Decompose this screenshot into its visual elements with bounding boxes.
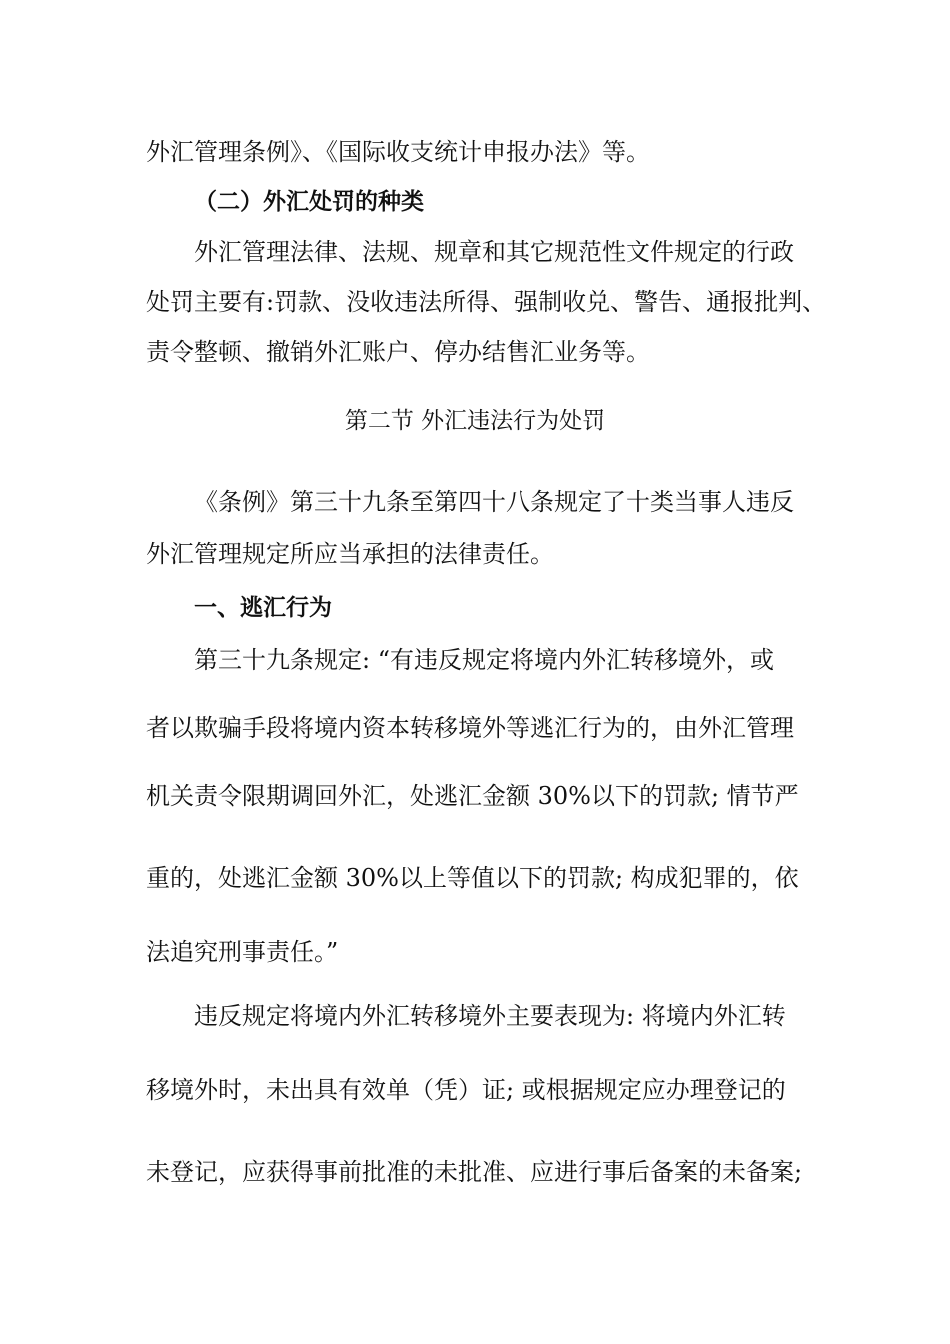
- paragraph-line: 未登记，应获得事前批准的未批准、应进行事后备案的未备案;: [146, 1158, 803, 1186]
- paragraph-line: 外汇管理条例》、《国际收支统计申报办法》等。: [146, 138, 650, 166]
- paragraph-line: 者以欺骗手段将境内资本转移境外等逃汇行为的，由外汇管理: [146, 714, 794, 742]
- paragraph-line: 外汇管理法律、法规、规章和其它规范性文件规定的行政: [194, 238, 794, 266]
- paragraph-line: 机关责令限期调回外汇，处逃汇金额 30%以下的罚款; 情节严: [146, 782, 799, 810]
- paragraph-line: 处罚主要有:罚款、没收违法所得、强制收兑、警告、通报批判、: [146, 288, 827, 316]
- paragraph-line: 责令整顿、撤销外汇账户、停办结售汇业务等。: [146, 338, 650, 366]
- paragraph-line: 移境外时，未出具有效单（凭）证; 或根据规定应办理登记的: [146, 1076, 786, 1104]
- section-title: 第二节 外汇违法行为处罚: [344, 408, 606, 434]
- paragraph-line: 外汇管理规定所应当承担的法律责任。: [146, 540, 554, 568]
- paragraph-line: 第三十九条规定: “有违反规定将境内外汇转移境外，或: [194, 646, 774, 674]
- paragraph-line: 违反规定将境内外汇转移境外主要表现为: 将境内外汇转: [194, 1002, 786, 1030]
- paragraph-line: 《条例》第三十九条至第四十八条规定了十类当事人违反: [194, 488, 794, 516]
- paragraph-line: 法追究刑事责任。”: [146, 938, 339, 966]
- paragraph-line: 重的，处逃汇金额 30%以上等值以下的罚款; 构成犯罪的，依: [146, 864, 799, 892]
- subheading-penalty-types: （二）外汇处罚的种类: [194, 189, 424, 215]
- subheading-evasion: 一、逃汇行为: [194, 595, 332, 621]
